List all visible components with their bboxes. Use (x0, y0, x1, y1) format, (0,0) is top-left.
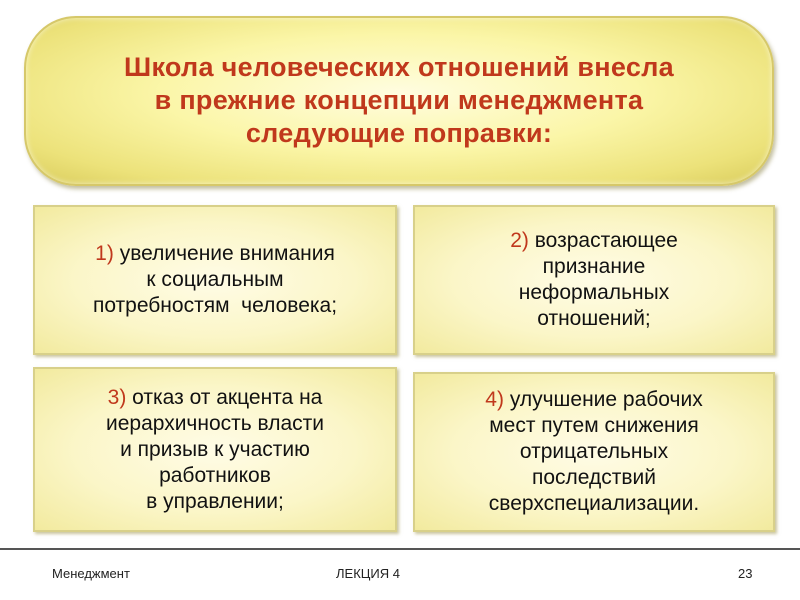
amendment-line: сверхспециализации. (488, 492, 700, 515)
amendment-line: отказ от акцента на (132, 385, 323, 409)
amendment-line: работников (159, 463, 271, 487)
amendment-line: увеличение внимания (119, 242, 335, 265)
amendment-card-1 (33, 205, 397, 355)
slide-title (124, 51, 674, 150)
amendment-card-2 (413, 205, 775, 355)
amendment-line: возрастающее (534, 229, 678, 252)
amendment-text-2 (510, 228, 678, 332)
amendment-number-2: 2) (510, 229, 529, 252)
footer-divider (0, 548, 800, 550)
amendment-text-3 (106, 385, 324, 515)
footer-lecture-label: ЛЕКЦИЯ 4 (336, 566, 400, 581)
amendment-text-1 (93, 241, 337, 319)
title-banner (24, 16, 774, 186)
amendment-line: улучшение рабочих (509, 388, 703, 411)
footer-page-number: 23 (738, 566, 753, 581)
title-line-2: в прежние концепции менеджмента (154, 84, 644, 115)
amendment-line: признание (542, 255, 646, 278)
amendment-line: потребностям человека; (92, 294, 338, 317)
title-line-3: следующие поправки: (245, 117, 553, 148)
title-line-1: Школа человеческих отношений внесла (124, 51, 674, 82)
amendment-line: неформальных (518, 281, 670, 304)
amendment-line: последствий (531, 466, 656, 489)
amendment-line: отношений; (537, 307, 651, 330)
amendment-line: в управлении; (146, 489, 284, 513)
amendment-text-4 (485, 387, 702, 517)
amendment-number-1: 1) (95, 242, 114, 265)
amendment-line: и призыв к участию (120, 437, 310, 461)
amendment-line: к социальным (146, 268, 284, 291)
amendment-line: отрицательных (519, 440, 669, 463)
amendment-number-3: 3) (107, 385, 127, 409)
amendment-card-4 (413, 372, 775, 532)
footer-course-name: Менеджмент (52, 566, 130, 581)
amendment-line: мест путем снижения (489, 414, 699, 437)
amendment-line: иерархичность власти (105, 411, 324, 435)
amendment-card-3 (33, 367, 397, 532)
amendment-number-4: 4) (485, 388, 504, 411)
